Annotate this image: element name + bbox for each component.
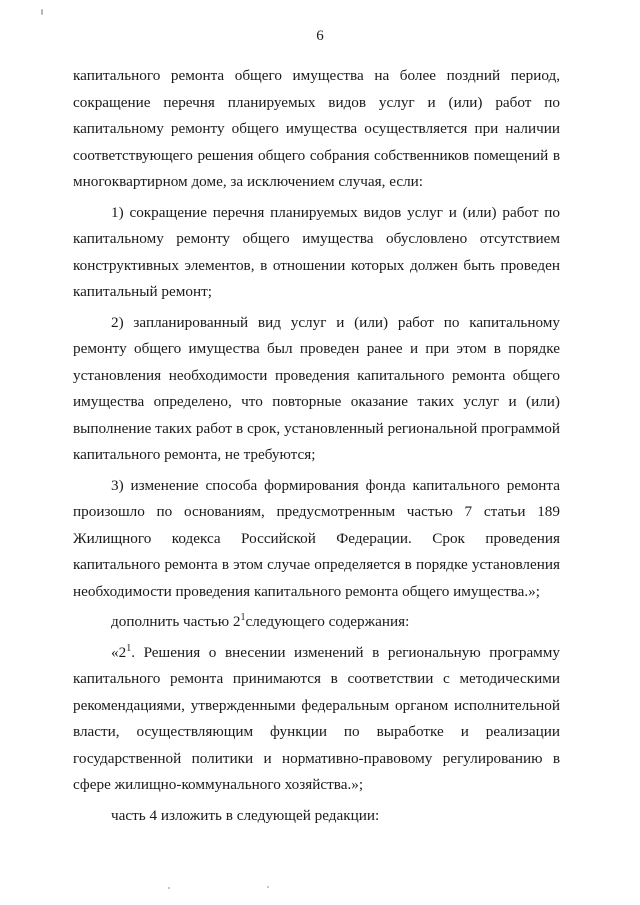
amendment-instruction-text: следующего содержания:: [245, 613, 410, 630]
superscript: 1: [126, 642, 132, 654]
amendment-instruction-part-4: часть 4 изложить в следующей редакции:: [111, 806, 380, 824]
amendment-instruction-text: дополнить частью 2: [111, 613, 241, 630]
list-item-2: 2) запланированный вид услуг и (или) работ по капитальному ремонту общего имущества был проведен ранее и при этом в порядке установления необходимости проведения капитального ремонта общего имущества определено, что повторные оказание таких услуг и (или) выполнение таких работ в срок, установленный региональной программой капитального ремонта, не требуются;: [73, 313, 560, 463]
page-number: 6: [316, 28, 324, 44]
list-item-3: 3) изменение способа формирования фонда капитального ремонта произошло по основаниям, предусмотренным частью 7 статьи 189 Жилищного кодекса Российской Федерации. Срок проведения капитального ремонта в этом случае определяется в порядке установления необходимости проведения капитального ремонта общего имущества.»;: [73, 476, 560, 600]
list-item-1: 1) сокращение перечня планируемых видов услуг и (или) работ по капитальному ремонту общего имущества обусловлено отсутствием конструктивных элементов, в отношении которых должен быть проведен капитальный ремонт;: [73, 203, 560, 300]
scan-artifact: [168, 887, 170, 889]
document-body: [73, 63, 560, 829]
amendment-instruction: [73, 609, 560, 636]
scan-artifact: [267, 886, 269, 888]
scan-artifact: [41, 9, 43, 15]
paragraph-continuation: капитального ремонта общего имущества на более поздний период, сокращение перечня планируемых видов услуг и (или) работ по капитальному ремонту общего имущества осуществляется при наличии соответствующего решения общего собрания собственников помещений в многоквартирном доме, за исключением случая, если:: [73, 67, 560, 190]
superscript: 1: [240, 611, 246, 623]
new-part-text: [73, 640, 560, 799]
new-part-body: . Решения о внесении изменений в региональную программу капитального ремонта принимаются в соответствии с методическими рекомендациями, утвержденными федеральным органом исполнительной власти, осуществляющим функции по выработке и реализации государственной политики и нормативно-правовому регулированию в сфере жилищно-коммунального хозяйства.»;: [73, 643, 560, 793]
new-part-number: «2: [111, 643, 127, 661]
